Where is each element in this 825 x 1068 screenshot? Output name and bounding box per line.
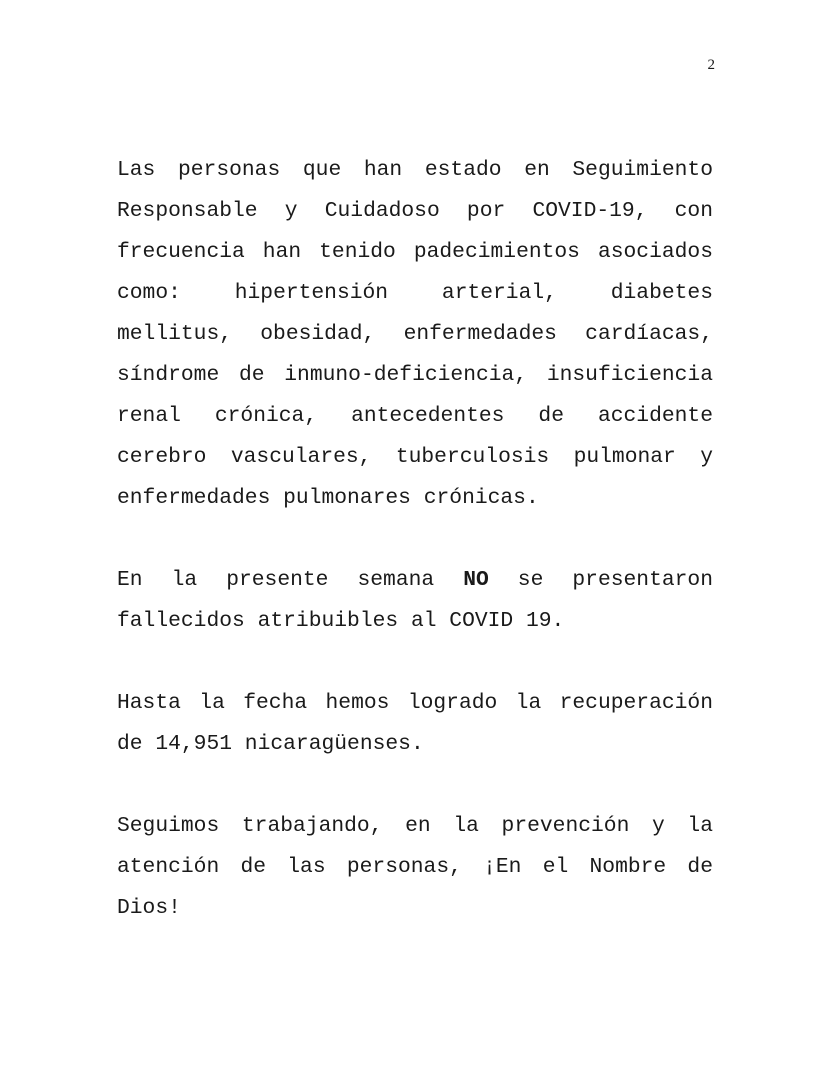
document-body (117, 150, 713, 929)
paragraph-comorbidities: Las personas que han estado en Seguimiento Responsable y Cuidadoso por COVID-19, con frecuencia han tenido padecimientos asociados como: hipertensión arterial, diabetes mellitus, obesidad, enfermedades cardíacas, síndrome de inmuno-deficiencia, insuficiencia renal crónica, antecedentes de accidente cerebro vasculares, tuberculosis pulmonar y enfermedades pulmonares crónicas. (117, 158, 713, 510)
paragraph-recoveries: Hasta la fecha hemos logrado la recuperación de 14,951 nicaragüenses. (117, 691, 713, 756)
deaths-emphasis: NO (463, 568, 489, 592)
paragraph-closing: Seguimos trabajando, en la prevención y la atención de las personas, ¡En el Nombre de Dios! (117, 814, 713, 920)
paragraph-deaths (117, 560, 713, 642)
deaths-text-before: En la presente semana (117, 568, 464, 592)
page-number: 2 (707, 57, 715, 73)
deaths-text-after: se presentaron fallecidos atribuibles al COVID 19. (117, 568, 713, 633)
